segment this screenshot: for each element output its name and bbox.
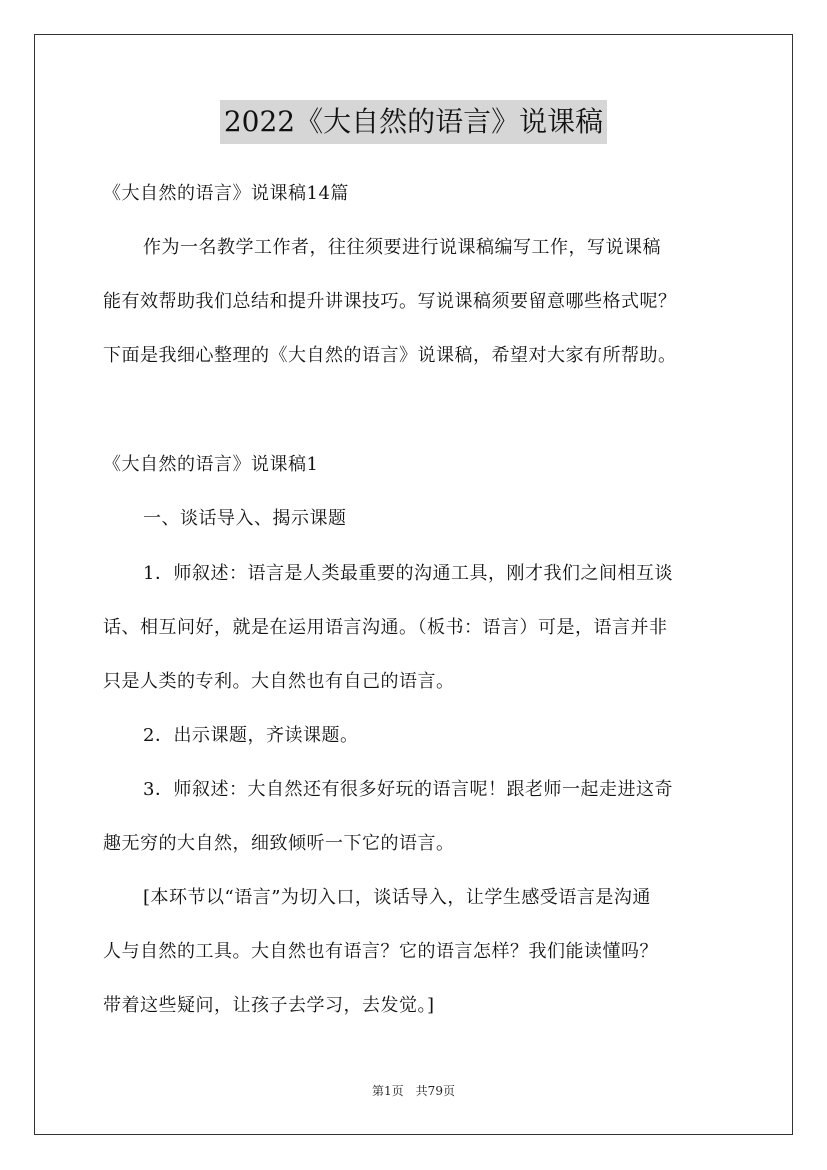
document-title: 2022《大自然的语言》说课稿 [220,100,607,144]
intro-line-1: 作为一名教学工作者，往往须要进行说课稿编写工作，写说课稿 [143,237,661,258]
item1-line-1: 1．师叙述：语言是人类最重要的沟通工具，刚才我们之间相互谈 [143,563,673,584]
item3-line-1: 3．师叙述：大自然还有很多好玩的语言呢！跟老师一起走进这奇 [143,779,673,800]
item1-line-2: 话、相互问好，就是在运用语言沟通。（板书：语言）可是，语言并非 [103,617,668,638]
section-part-heading: 一、谈话导入、揭示课题 [143,508,347,529]
title-container [0,100,827,144]
note-line-2: 人与自然的工具。大自然也有语言？它的语言怎样？我们能读懂吗？ [103,941,658,962]
intro-line-2: 能有效帮助我们总结和提升讲课技巧。写说课稿须要留意哪些格式呢？ [103,291,677,312]
document-subtitle: 《大自然的语言》说课稿14篇 [103,183,349,204]
item2-line: 2．出示课题，齐读课题。 [143,725,359,746]
item1-line-3: 只是人类的专利。大自然也有自己的语言。 [103,671,455,692]
note-line-1: [本环节以“语言”为切入口，谈话导入，让学生感受语言是沟通 [143,887,651,908]
item3-line-2: 趣无穷的大自然，细致倾听一下它的语言。 [103,833,455,854]
note-line-3: 带着这些疑问，让孩子去学习，去发觉。] [103,995,435,1016]
page-footer: 第1页 共79页 [372,1084,455,1098]
section-heading: 《大自然的语言》说课稿1 [103,454,319,475]
intro-line-3: 下面是我细心整理的《大自然的语言》说课稿，希望对大家有所帮助。 [103,345,677,366]
